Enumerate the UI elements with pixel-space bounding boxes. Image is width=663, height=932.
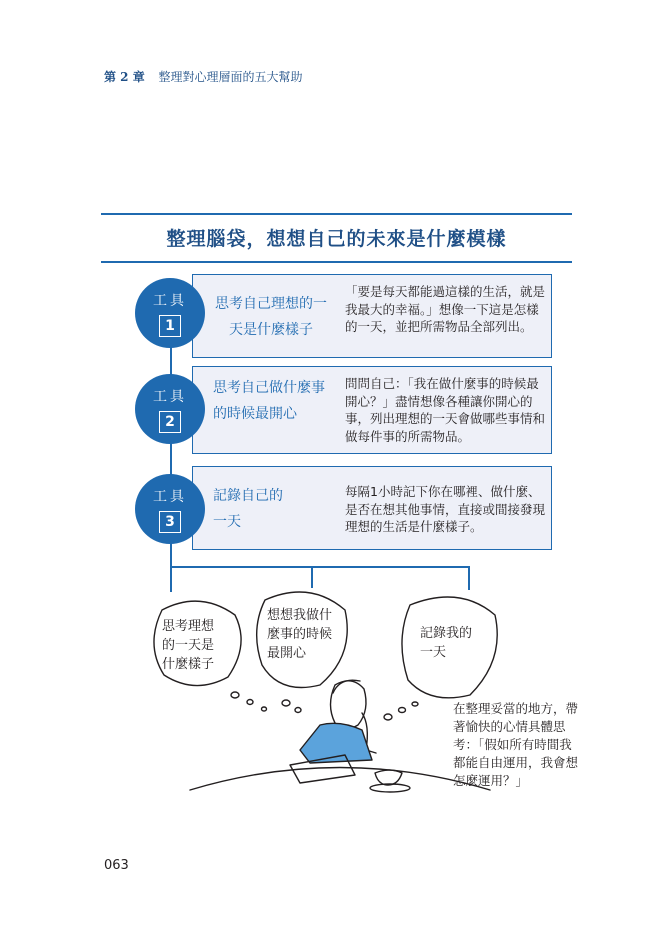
chapter-title: 整理對心理層面的五大幫助 bbox=[158, 70, 303, 84]
tool-card-2 bbox=[192, 366, 552, 454]
running-header bbox=[104, 68, 303, 85]
tool-card-1 bbox=[192, 274, 552, 358]
tool-name: 思考自己理想的一 天是什麼樣子 bbox=[215, 296, 327, 338]
tree-branch-horizontal bbox=[170, 566, 470, 568]
table-edge bbox=[190, 768, 490, 791]
tool-card-3 bbox=[192, 466, 552, 550]
thought-bubble-1-text: 思考理想 的一天是 什麼樣子 bbox=[162, 619, 215, 672]
coffee-cup bbox=[375, 770, 402, 785]
tool-label: 工具 bbox=[153, 489, 187, 505]
page-number: 063 bbox=[104, 858, 129, 873]
tool-label: 工具 bbox=[153, 389, 187, 405]
tool-description: 每隔1小時記下你在哪裡、做什麼、是否在想其他事情，直接或間接發現理想的生活是什麼樣子。 bbox=[345, 484, 546, 534]
tool-number: 2 bbox=[159, 411, 181, 433]
thought-bubble-2-text: 想想我做什 麼事的時候 最開心 bbox=[267, 608, 333, 661]
section-rule-top bbox=[101, 213, 572, 215]
chapter-number: 第 2 章 bbox=[104, 70, 145, 84]
tool-label: 工具 bbox=[153, 293, 187, 309]
tool-description: 「要是每天都能過這樣的生活，就是我最大的幸福。」想像一下這是怎樣的一天，並把所需物品全部列出。 bbox=[345, 284, 546, 334]
section-title: 整理腦袋，想想自己的未來是什麼模樣 bbox=[166, 228, 507, 250]
tool-number: 1 bbox=[159, 315, 181, 337]
tool-number: 3 bbox=[159, 511, 181, 533]
tool-name: 思考自己做什麼事 的時候最開心 bbox=[213, 380, 325, 422]
thought-bubble-3-text: 記錄我的 一天 bbox=[420, 626, 473, 660]
section-rule-bottom bbox=[101, 261, 572, 263]
tool-badge-1 bbox=[135, 278, 205, 348]
tool-description: 問問自己：「我在做什麼事的時候最開心？」盡情想像各種讓你開心的事，列出理想的一天會做哪些事情和做每件事的所需物品。 bbox=[345, 376, 546, 444]
tool-name: 記錄自己的 一天 bbox=[213, 488, 283, 530]
tool-badge-3 bbox=[135, 474, 205, 544]
tool-badge-2 bbox=[135, 374, 205, 444]
illustration-caption: 在整理妥當的地方，帶著愉快的心情具體思考：「假如所有時間我都能自由運用，我會想怎麼運用？」 bbox=[453, 701, 579, 788]
